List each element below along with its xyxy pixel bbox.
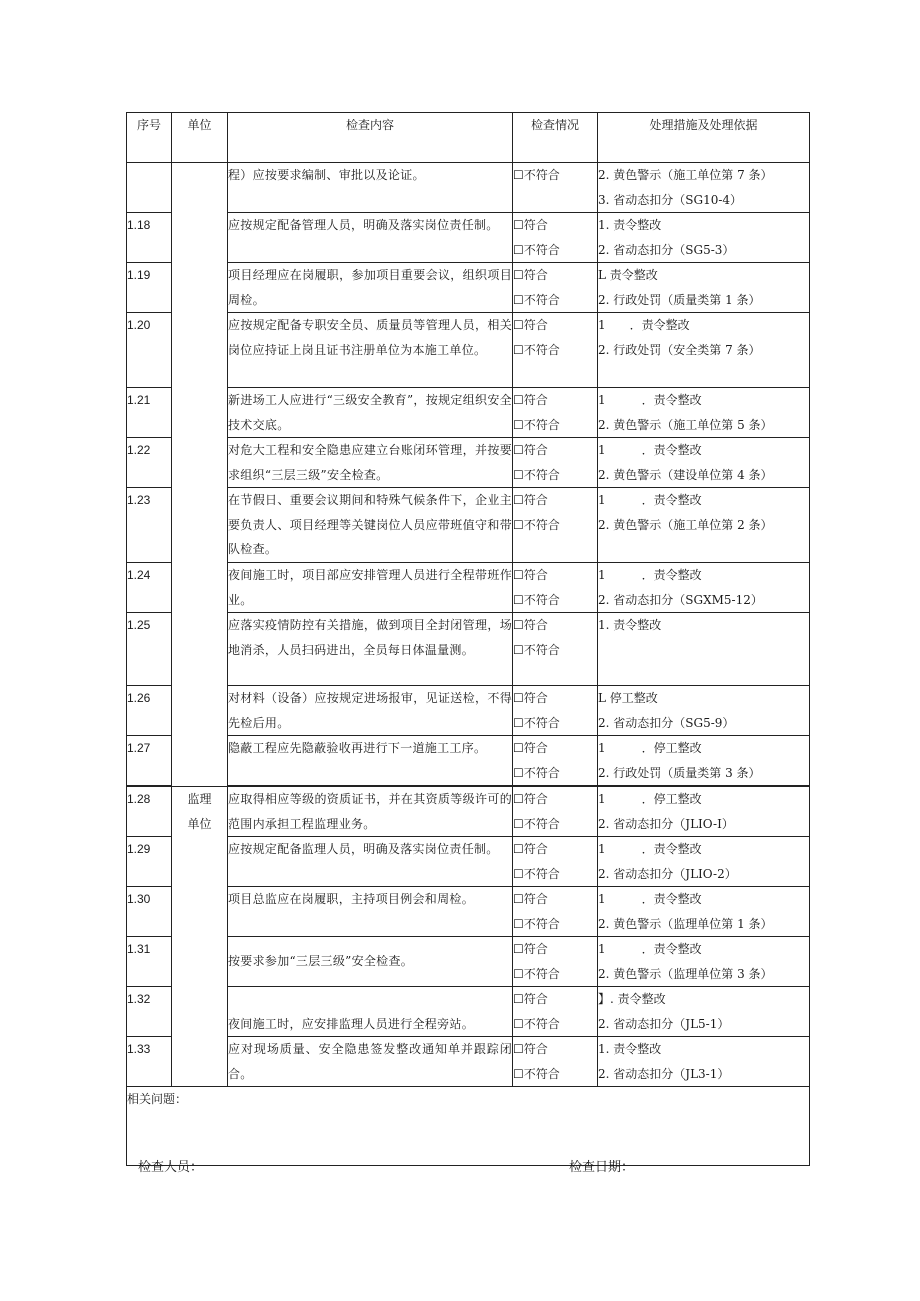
checkbox-compliant[interactable]: ☐符合 [513,318,548,332]
row-measures [598,163,810,213]
measure-item: 2. 黄色警示（施工单位第 5 条） [598,417,773,432]
header-content: 检查内容 [228,113,513,163]
row-seq: 1.24 [127,563,172,613]
row-seq: 1.30 [127,887,172,937]
checkbox-noncompliant[interactable]: ☐不符合 [513,342,560,357]
measure-item: 1 ．责令整改 [598,443,702,457]
measure-item: 1 ．停工整改 [598,741,702,755]
checkbox-compliant[interactable]: ☐符合 [513,992,548,1006]
checkbox-compliant[interactable]: ☐符合 [513,443,548,457]
row-seq: 1.19 [127,263,172,313]
measure-item: 2. 省动态扣分（JLIO-I） [598,816,734,831]
unit-cell-construction [172,163,228,787]
measure-item: L 停工整改 [598,691,658,705]
measure-item: 3. 省动态扣分（SG10-4） [598,192,743,207]
inspection-date-label: 检查日期： [569,1160,635,1175]
row-measures [598,263,810,313]
checkbox-noncompliant[interactable]: ☐不符合 [513,642,560,657]
measure-item: 1. 责令整改 [598,218,662,232]
checkbox-noncompliant[interactable]: ☐不符合 [513,765,560,780]
row-content: 程）应按要求编制、审批以及论证。 [228,163,513,213]
checkbox-compliant[interactable]: ☐符合 [513,741,548,755]
checkbox-compliant[interactable]: ☐符合 [513,393,548,407]
table-row [127,787,810,837]
table-row [127,488,810,563]
row-content: 新进场工人应进行“三级安全教育”，按规定组织安全技术交底。 [228,388,513,438]
row-status [513,787,598,837]
inspector-label: 检查人员： [138,1160,204,1175]
row-content: 应落实疫情防控有关措施，做到项目全封闭管理，场地消杀，人员扫码进出，全员每日体温量测。 [228,613,513,686]
table-row [127,686,810,736]
row-seq: 1.33 [127,1037,172,1087]
measure-item: 2. 行政处罚（质量类第 3 条） [598,765,761,780]
checkbox-noncompliant[interactable]: ☐不符合 [513,292,560,307]
row-seq: 1.26 [127,686,172,736]
row-seq [127,163,172,213]
row-status [513,163,598,213]
row-status [513,686,598,736]
measure-item: 2. 黄色警示（施工单位第 7 条） [598,168,773,182]
row-seq: 1.32 [127,987,172,1037]
checkbox-noncompliant[interactable]: ☐不符合 [513,816,560,831]
checkbox-compliant[interactable]: ☐符合 [513,691,548,705]
header-seq: 序号 [127,113,172,163]
row-content: 对危大工程和安全隐患应建立台账闭环管理，并按要求组织“三层三级”安全检查。 [228,438,513,488]
measure-item: 1. 责令整改 [598,1042,662,1056]
row-measures [598,388,810,438]
row-seq: 1.22 [127,438,172,488]
measure-item: 1 ．责令整改 [598,842,702,856]
measure-item: 2. 黄色警示（监理单位第 3 条） [598,966,773,981]
row-status [513,488,598,563]
row-status [513,388,598,438]
measure-item: 2. 黄色警示（监理单位第 1 条） [598,916,773,931]
row-measures [598,736,810,786]
row-seq: 1.25 [127,613,172,686]
row-content: 夜间施工时，应安排监理人员进行全程旁站。 [228,987,513,1037]
related-issues-label: 相关问题： [127,1092,188,1106]
checkbox-noncompliant[interactable]: ☐不符合 [513,168,560,182]
measure-item: 2. 黄色警示（建设单位第 4 条） [598,467,773,482]
measure-item: L 责令整改 [598,268,658,282]
checkbox-noncompliant[interactable]: ☐不符合 [513,517,560,532]
row-measures [598,686,810,736]
checkbox-noncompliant[interactable]: ☐不符合 [513,592,560,607]
row-seq: 1.29 [127,837,172,887]
row-measures [598,837,810,887]
checkbox-noncompliant[interactable]: ☐不符合 [513,1016,560,1031]
checkbox-compliant[interactable]: ☐符合 [513,792,548,806]
row-measures [598,488,810,563]
header-row [127,113,810,163]
checkbox-noncompliant[interactable]: ☐不符合 [513,715,560,730]
row-measures [598,213,810,263]
measure-item: 1 ．责令整改 [598,318,690,332]
table-row [127,736,810,786]
checkbox-noncompliant[interactable]: ☐不符合 [513,916,560,931]
row-measures [598,313,810,388]
row-content: 夜间施工时，项目部应安排管理人员进行全程带班作业。 [228,563,513,613]
measure-item: 1. 责令整改 [598,618,662,632]
row-content: 应对现场质量、安全隐患签发整改通知单并跟踪闭合。 [228,1037,513,1087]
checkbox-compliant[interactable]: ☐符合 [513,218,548,232]
row-seq: 1.28 [127,787,172,837]
row-status [513,563,598,613]
row-content: 应按规定配备管理人员，明确及落实岗位责任制。 [228,213,513,263]
measure-item: 2. 省动态扣分（SG5-9） [598,715,735,730]
measure-item: 2. 省动态扣分（JL3-1） [598,1066,730,1081]
row-measures [598,563,810,613]
row-seq: 1.21 [127,388,172,438]
row-content: 隐蔽工程应先隐蔽验收再进行下一道施工工序。 [228,736,513,786]
row-status [513,213,598,263]
checkbox-compliant[interactable]: ☐符合 [513,268,548,282]
row-seq: 1.27 [127,736,172,786]
checkbox-compliant[interactable]: ☐符合 [513,493,548,507]
row-status [513,438,598,488]
related-issues-field[interactable] [127,1087,810,1166]
table-row [127,163,810,213]
checkbox-compliant[interactable]: ☐符合 [513,942,548,956]
row-seq: 1.20 [127,313,172,388]
row-measures [598,613,810,686]
table-row [127,613,810,686]
measure-item: 】. 责令整改 [598,992,666,1006]
row-content: 应按规定配备专职安全员、质量员等管理人员，相关岗位应持证上岗且证书注册单位为本施工单位。 [228,313,513,388]
inspection-table [126,112,810,1166]
row-content: 对材料（设备）应按规定进场报审，见证送检，不得先检后用。 [228,686,513,736]
row-measures [598,1037,810,1087]
table-row [127,263,810,313]
measure-item: 1 ．责令整改 [598,393,702,407]
row-content: 在节假日、重要会议期间和特殊气候条件下，企业主要负责人、项目经理等关键岗位人员应带班值守和带队检查。 [228,488,513,563]
checkbox-noncompliant[interactable]: ☐不符合 [513,467,560,482]
header-measures: 处理措施及处理依据 [598,113,810,163]
row-status [513,613,598,686]
row-seq: 1.23 [127,488,172,563]
row-status [513,313,598,388]
unit-cell-supervision: 监理单位 [172,787,228,1087]
checkbox-compliant[interactable]: ☐符合 [513,842,548,856]
measure-item: 2. 省动态扣分（SGXM5-12） [598,592,763,607]
measure-item: 2. 省动态扣分（JL5-1） [598,1016,730,1031]
checkbox-compliant[interactable]: ☐符合 [513,892,548,906]
row-content: 按要求参加“三层三级”安全检查。 [228,937,513,987]
measure-item: 1 ．停工整改 [598,792,702,806]
row-measures [598,987,810,1037]
table-row [127,563,810,613]
row-content: 应按规定配备监理人员，明确及落实岗位责任制。 [228,837,513,887]
table-row [127,837,810,887]
table-row [127,987,810,1037]
table-row [127,1037,810,1087]
row-status [513,736,598,786]
row-status [513,887,598,937]
table-row [127,313,810,388]
row-measures [598,438,810,488]
row-content: 应取得相应等级的资质证书，并在其资质等级许可的范围内承担工程监理业务。 [228,787,513,837]
table-row [127,213,810,263]
measure-item: 2. 省动态扣分（SG5-3） [598,242,735,257]
checkbox-compliant[interactable]: ☐符合 [513,618,548,632]
measure-item: 2. 行政处罚（质量类第 1 条） [598,292,761,307]
checkbox-compliant[interactable]: ☐符合 [513,1042,548,1056]
row-status [513,987,598,1037]
checkbox-noncompliant[interactable]: ☐不符合 [513,242,560,257]
measure-item: 2. 行政处罚（安全类第 7 条） [598,342,761,357]
measure-item: 1 ．责令整改 [598,493,702,507]
row-measures [598,787,810,837]
measure-item: 1 ．责令整改 [598,942,702,956]
checkbox-noncompliant[interactable]: ☐不符合 [513,417,560,432]
row-measures [598,937,810,987]
checkbox-noncompliant[interactable]: ☐不符合 [513,866,560,881]
row-measures [598,887,810,937]
checkbox-noncompliant[interactable]: ☐不符合 [513,1066,560,1081]
checkbox-compliant[interactable]: ☐符合 [513,568,548,582]
table-row [127,438,810,488]
header-status: 检查情况 [513,113,598,163]
table-row [127,887,810,937]
measure-item: 2. 黄色警示（施工单位第 2 条） [598,517,773,532]
measure-item: 1 ．责令整改 [598,568,702,582]
checkbox-noncompliant[interactable]: ☐不符合 [513,966,560,981]
row-content: 项目总监应在岗履职，主持项目例会和周检。 [228,887,513,937]
table-row [127,388,810,438]
row-seq: 1.31 [127,937,172,987]
row-status [513,937,598,987]
measure-item: 2. 省动态扣分（JLIO-2） [598,866,737,881]
header-unit: 单位 [172,113,228,163]
row-status [513,1037,598,1087]
row-status [513,263,598,313]
measure-item: 1 ．责令整改 [598,892,702,906]
row-content: 项目经理应在岗履职，参加项目重要会议，组织项目周检。 [228,263,513,313]
related-issues-row [127,1087,810,1166]
row-status [513,837,598,887]
table-row [127,937,810,987]
row-seq: 1.18 [127,213,172,263]
